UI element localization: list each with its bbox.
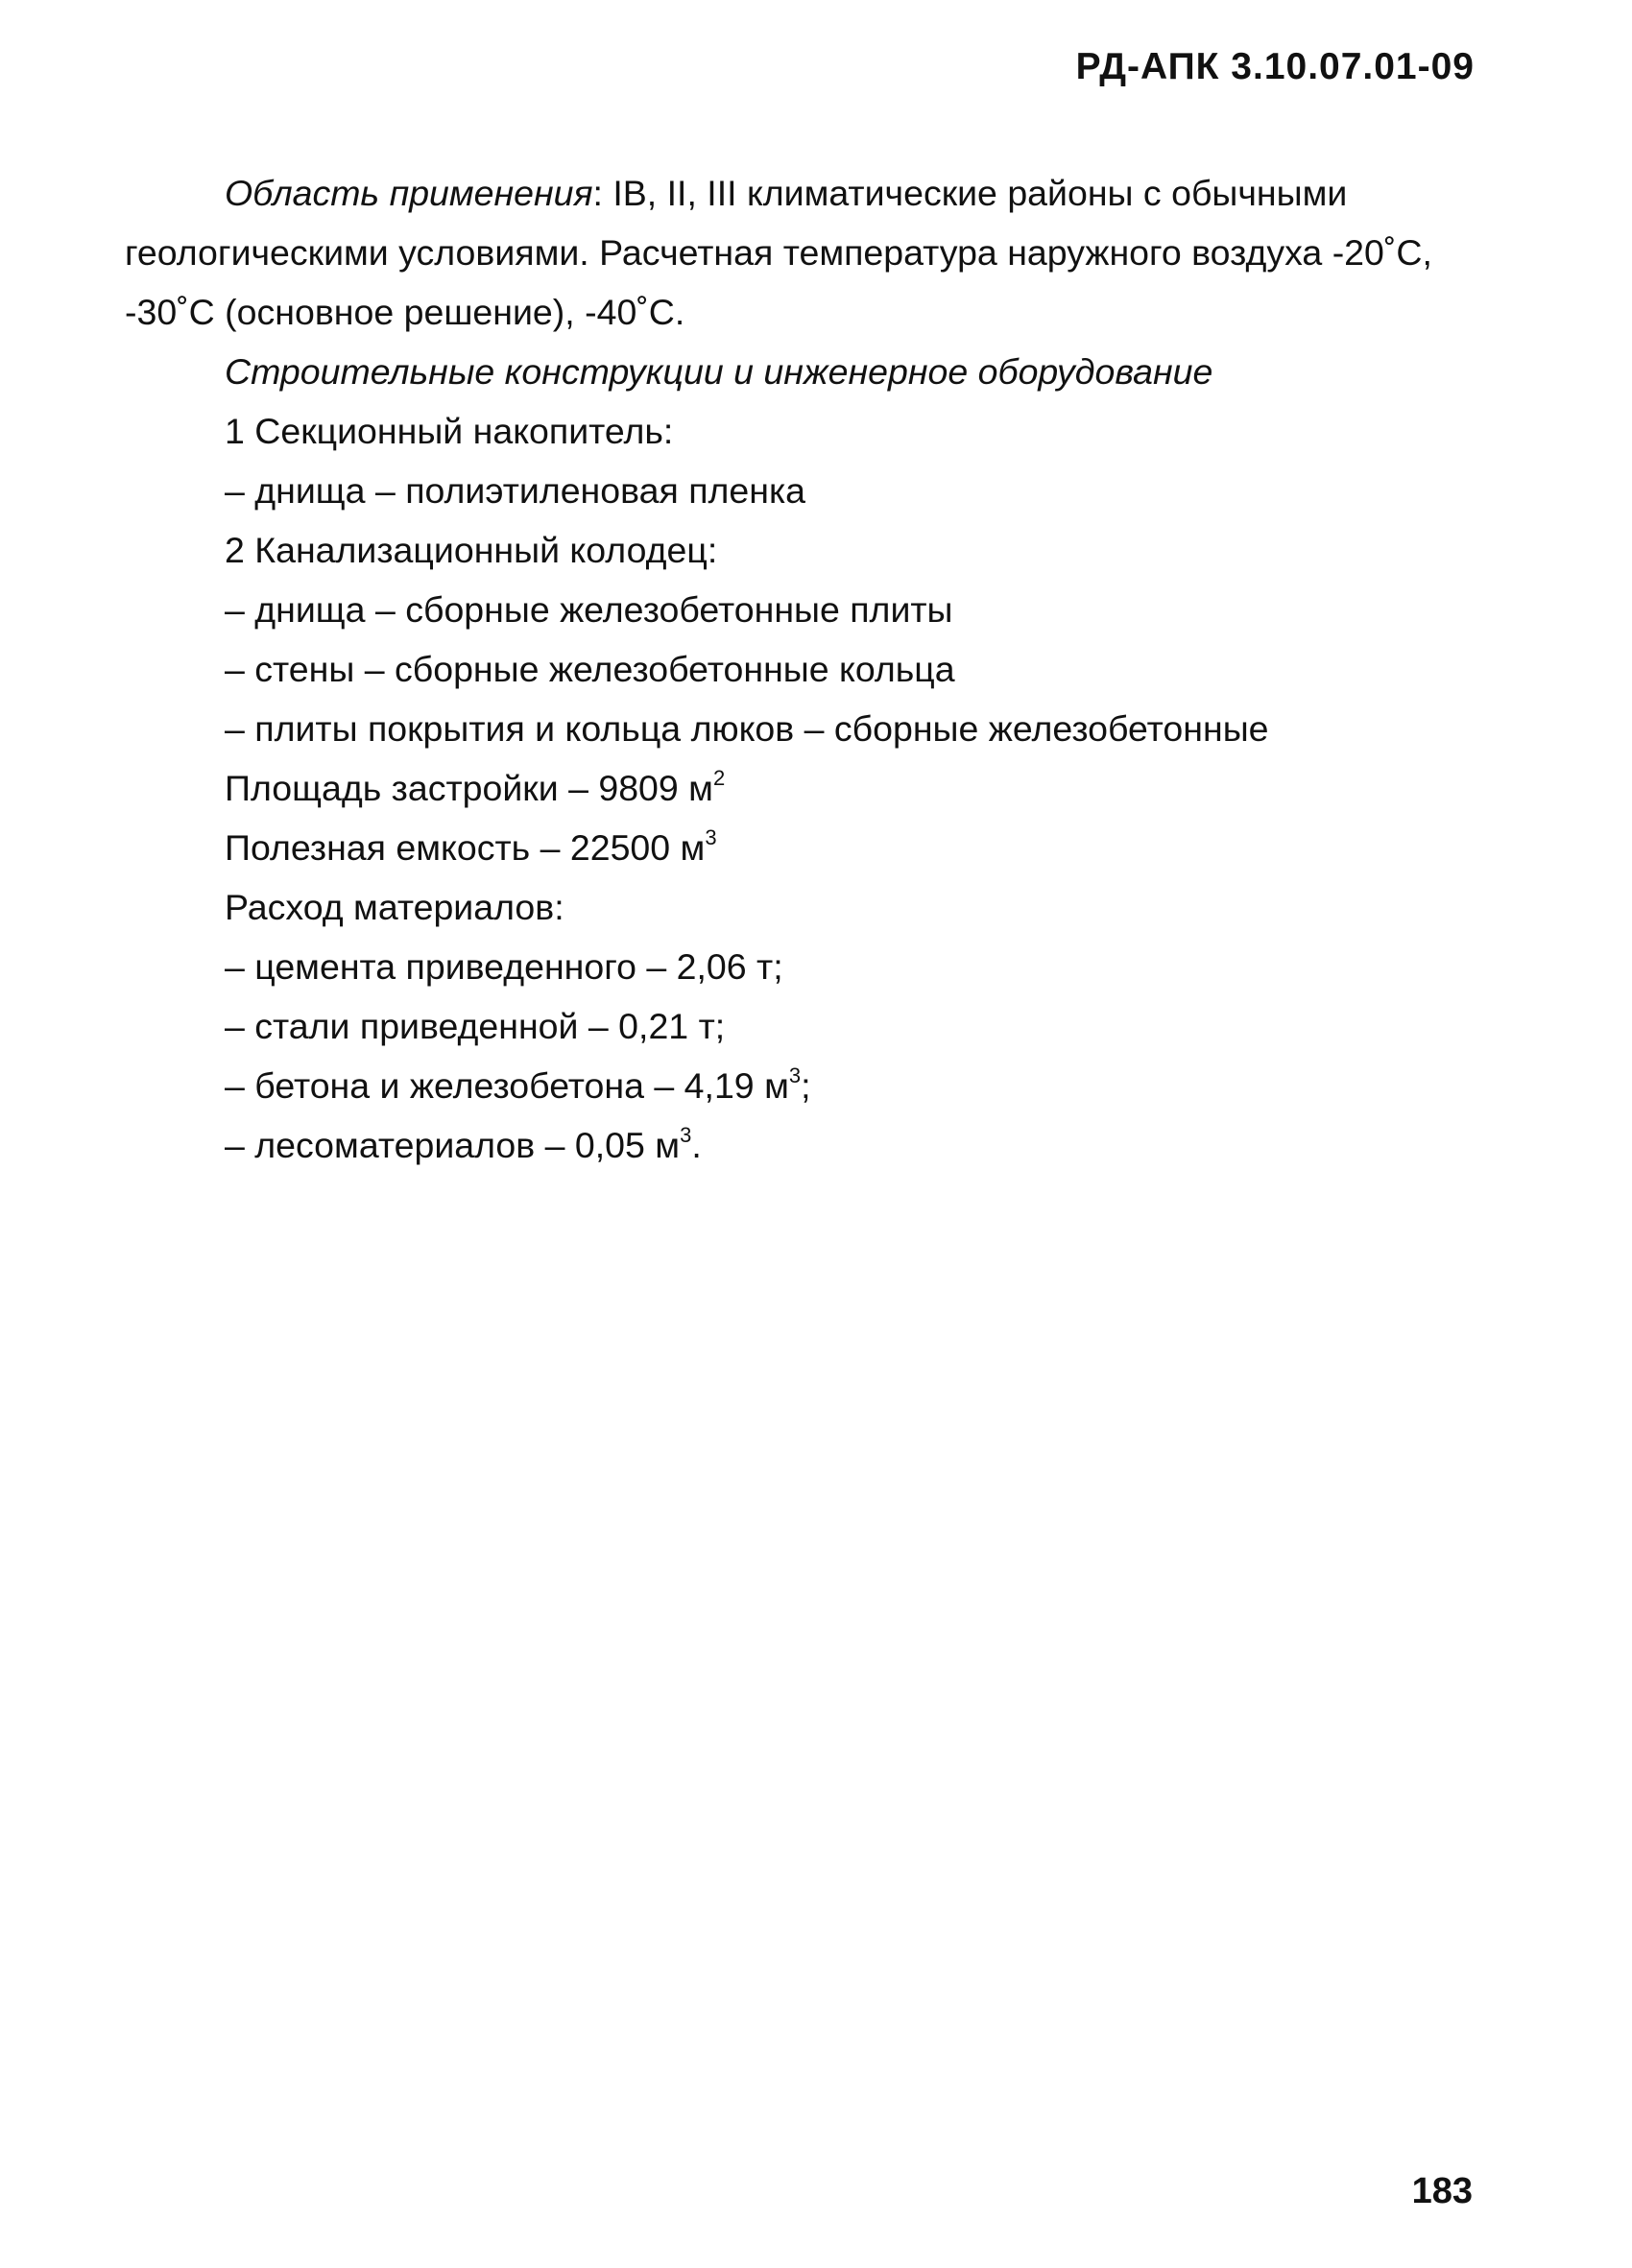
item2-bottom: – днища – сборные железобетонные плиты <box>225 589 953 630</box>
area-line <box>125 758 1488 818</box>
timber-line <box>125 1115 1488 1175</box>
concrete-line <box>125 1056 1488 1115</box>
capacity-sup: 3 <box>705 825 717 849</box>
section-heading: Строительные конструкции и инженерное оборудование <box>225 351 1213 392</box>
item1-bottom: – днища – полиэтиленовая пленка <box>225 470 806 511</box>
steel-line: – стали приведенной – 0,21 т; <box>225 1006 726 1046</box>
item2-covers: – плиты покрытия и кольца люков – сборные железобетонные <box>225 708 1269 749</box>
materials-title: Расход материалов: <box>225 887 564 927</box>
capacity-line <box>125 818 1488 877</box>
area-sup: 2 <box>712 766 726 790</box>
scope-label: Область применения <box>225 173 593 213</box>
item1-title: 1 Секционный накопитель: <box>225 411 674 451</box>
document-code-header: РД-АПК 3.10.07.01-09 <box>1075 46 1475 87</box>
page-number: 183 <box>1411 2171 1473 2211</box>
concrete-sup: 3 <box>788 1063 802 1087</box>
timber-end: . <box>691 1125 702 1165</box>
concrete-text: – бетона и железобетона – 4,19 м <box>225 1065 789 1106</box>
cement-line: – цемента приведенного – 2,06 т; <box>225 946 783 987</box>
capacity-text: Полезная емкость – 22500 м <box>225 827 706 868</box>
scope-paragraph <box>125 163 1488 342</box>
document-body <box>125 163 1488 1175</box>
area-text: Площадь застройки – 9809 м <box>225 768 713 808</box>
item2-walls: – стены – сборные железобетонные кольца <box>225 649 955 689</box>
scope-text: : IВ, II, III климатические районы с обычными геологическими условиями. Расчетная температура наружного воздуха -20˚С, -30˚С (основное решение), -40˚С. <box>125 173 1432 332</box>
concrete-end: ; <box>801 1065 811 1106</box>
item2-title: 2 Канализационный колодец: <box>225 530 718 570</box>
timber-sup: 3 <box>680 1123 692 1147</box>
timber-text: – лесоматериалов – 0,05 м <box>225 1125 681 1165</box>
